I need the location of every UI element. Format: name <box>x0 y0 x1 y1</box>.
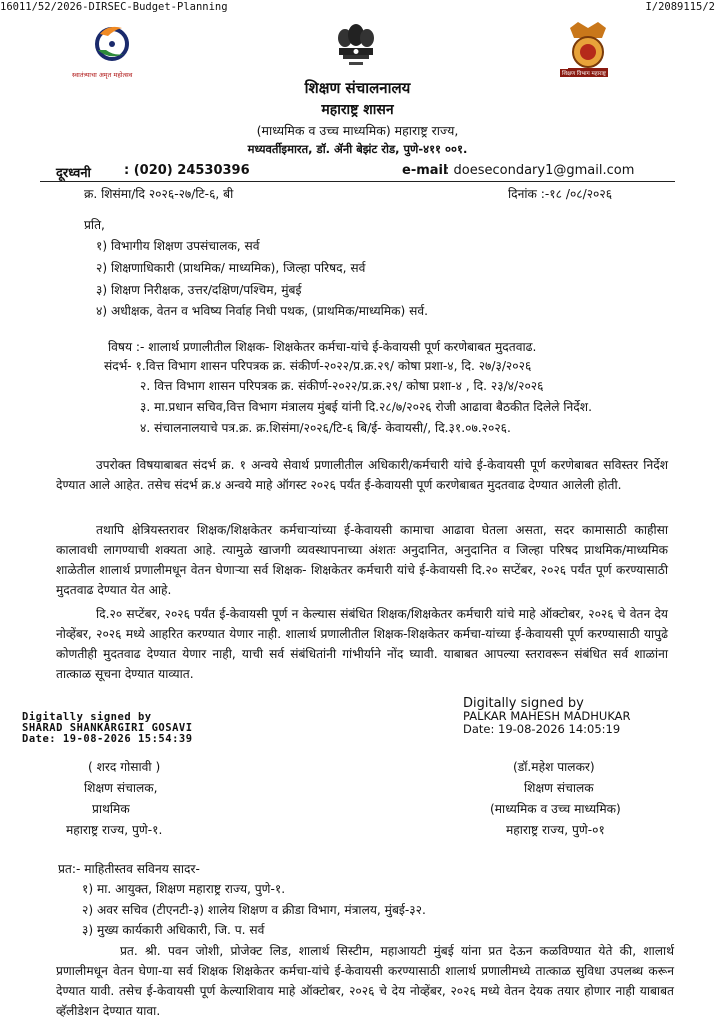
paragraph-text: प्रत. श्री. पवन जोशी, प्रोजेक्ट लिड, शालार्थ सिस्टीम, महाआयटी मुंबई यांना प्रत देऊन कळविण्यात येते की, शालार्थ प्रणालीमधून वेतन घेणा-या सर्व शिक्षक शिक्षकेतर कर्मचा-यांचे ई-केवायसी करण्यासाठी शालार्थ प्रणालीमध्ये तात्काळ सुविधा उपलब्ध करून देण्यात यावी. तसेच ई-केवायसी पूर्ण केल्याशिवाय माहे ऑक्टोबर, २०२६ चे देय नोव्हेंबर, २०२६ मध्ये वेतन देयक तयार होणार नाही याबाबत व्हॅलीडेशन देण्यात यावा. <box>56 944 674 1018</box>
reference-item: २. वित्त विभाग शासन परिपत्रक क्र. संकीर्ण-२०२२/प्र.क्र.२९/ कोषा प्रशा-४ , दि. २३/४/२०२६ <box>140 379 544 393</box>
paragraph-text: तथापि क्षेत्रियस्तरावर शिक्षक/शिक्षकेतर कर्मचाऱ्यांच्या ई-केवायसी कामाचा आढावा घेतला असता, सदर कामासाठी काहीसा कालावधी लागण्याची शक्यता आहे. त्यामुळे खाजगी व्यवस्थापनाच्या अंशतः अनुदानित, अनुदानित व जिल्हा परिषद प्राथमिक/माध्यमिक शाळेतील शालार्थ प्रणालीमधून वेतन घेणाऱ्या सर्व शिक्षक- शिक्षकेतर कर्मचारी यांचे ई-केवायसी दि.२० सप्टेंबर, २०२६ पर्यंत पूर्ण करण्यासाठी मुदतवाढ देण्यात येत आहे. <box>56 523 668 597</box>
signature-line: SHARAD SHANKARGIRI GOSAVI <box>22 722 193 734</box>
reference-number: क्र. शिसंमा/दि २०२६-२७/टि-६, बी <box>84 187 234 201</box>
file-reference: 16011/52/2026-DIRSEC-Budget-Planning <box>0 1 228 13</box>
letter-date: दिनांक :-१८ /०८/२०२६ <box>508 187 613 201</box>
copy-item: ३) मुख्य कार्यकारी अधिकारी, जि. प. सर्व <box>82 923 265 937</box>
subject-line: विषय :- शालार्थ प्रणालीतील शिक्षक- शिक्षकेतर कर्मचा-यांचे ई-केवायसी पूर्ण करणेबाबत मुदतवाढ. <box>108 340 537 354</box>
signatory-right-name: (डॉ.महेश पालकर) <box>513 760 595 774</box>
body-paragraph-1 <box>56 455 668 495</box>
reference-item: ४. संचालनालयाचे पत्र.क्र. क्र.शिसंमा/२०२६/टि-६ बि/ई- केवायसी/, दि.३१.०७.२०२६. <box>140 421 511 435</box>
copy-item: २) अवर सचिव (टीएनटी-३) शालेय शिक्षण व क्रीडा विभाग, मंत्रालय, मुंबई-३२. <box>82 903 426 917</box>
signature-line: PALKAR MAHESH MADHUKAR <box>463 709 631 723</box>
phone-label: दूरध्वनी <box>56 166 91 181</box>
email-label: e-mail <box>402 163 448 178</box>
office-name: शिक्षण संचालनालय <box>304 79 411 97</box>
recipients-heading: प्रति, <box>84 218 105 232</box>
office-address: मध्यवर्तीइमारत, डॉ. ॲनी बेझंट रोड, पुणे-४११ ००१. <box>247 142 468 156</box>
signatory-left-title: शिक्षण संचालक, <box>84 781 158 795</box>
receipt-number: I/2089115/2 <box>645 1 715 13</box>
signatory-right-department: (माध्यमिक व उच्च माध्यमिक) <box>490 802 621 816</box>
copy-final-paragraph <box>56 941 674 1021</box>
recipient-item: १) विभागीय शिक्षण उपसंचालक, सर्व <box>96 239 260 253</box>
reference-item: संदर्भ- १.वित्त विभाग शासन परिपत्रक क्र. संकीर्ण-२०२२/प्र.क्र.२९/ कोषा प्रशा-४, दि. २७/३/२०२६ <box>104 359 532 373</box>
header-divider <box>40 181 675 182</box>
recipient-item: ३) शिक्षण निरीक्षक, उत्तर/दक्षिण/पश्चिम, मुंबई <box>96 283 302 297</box>
reference-item: ३. मा.प्रधान सचिव,वित्त विभाग मंत्रालय मुंबई यांनी दि.२८/७/२०२६ रोजी आढावा बैठकीत दिलेले निर्देश. <box>140 400 592 414</box>
signatory-left-department: प्राथमिक <box>92 802 130 816</box>
division-name: (माध्यमिक व उच्च माध्यमिक) महाराष्ट्र राज्य, <box>256 123 459 138</box>
recipient-item: २) शिक्षणाधिकारी (प्राथमिक/ माध्यमिक), जिल्हा परिषद, सर्व <box>96 261 366 275</box>
signatory-left-name: ( शरद गोसावी ) <box>88 760 161 774</box>
paragraph-text: दि.२० सप्टेंबर, २०२६ पर्यंत ई-केवायसी पूर्ण न केल्यास संबंधित शिक्षक/शिक्षकेतर कर्मचारी यांचे माहे ऑक्टोबर, २०२६ चे वेतन देय नोव्हेंबर, २०२६ मध्ये आहरित करण्यात येणार नाही. शालार्थ प्रणालीतील शिक्षक-शिक्षकेतर कर्मचा-यांच्या ई-केवायसी पूर्ण करण्यासाठी यापुढे कोणतीही मुदतवाढ देण्यात येणार नाही, याची सर्व संबंधितांनी गांभीर्याने नोंद घ्यावी. याबाबत आपल्या स्तरावरून संबंधित सर्व शाळांना तात्काळ सूचना देण्यात याव्यात. <box>56 607 668 681</box>
signatory-right-place: महाराष्ट्र राज्य, पुणे-०१ <box>506 823 605 837</box>
copy-heading: प्रत:- माहितीस्तव सविनय सादर- <box>58 862 200 876</box>
recipient-item: ४) अधीक्षक, वेतन व भविष्य निर्वाह निधी पथक, (प्राथमिक/माध्यमिक) सर्व. <box>96 304 428 318</box>
body-paragraph-3 <box>56 604 668 684</box>
amrit-mahotsav-logo-icon <box>78 20 146 74</box>
signature-line: Date: 19-08-2026 15:54:39 <box>22 733 193 745</box>
body-paragraph-2 <box>56 520 668 600</box>
signature-line: Date: 19-08-2026 14:05:19 <box>463 722 621 736</box>
education-department-caption: शिक्षण विभाग महाराष्ट्र <box>562 71 606 77</box>
digital-signature-left <box>22 712 193 745</box>
amrit-mahotsav-caption: स्वातंत्र्याचा अमृत महोत्सव <box>72 71 133 79</box>
signature-line: Digitally signed by <box>22 711 152 723</box>
signature-line: Digitally signed by <box>463 696 584 711</box>
copy-item: १) मा. आयुक्त, शिक्षण महाराष्ट्र राज्य, पुणे-१. <box>82 882 286 896</box>
signatory-right-title: शिक्षण संचालक <box>524 781 594 795</box>
email-address[interactable]: : doesecondary1@gmail.com <box>445 163 635 178</box>
government-name: महाराष्ट्र शासन <box>321 102 394 118</box>
national-emblem-icon <box>331 22 381 78</box>
digital-signature-right <box>463 697 631 736</box>
phone-number: : (020) 24530396 <box>124 163 250 178</box>
signatory-left-place: महाराष्ट्र राज्य, पुणे-१. <box>66 823 163 837</box>
paragraph-text: उपरोक्त विषयाबाबत संदर्भ क्र. १ अन्वये सेवार्थ प्रणालीतील अधिकारी/कर्मचारी यांचे ई-केवायसी पूर्ण करणेबाबत सविस्तर निर्देश देण्यात आले आहेत. तसेच संदर्भ क्र.४ अन्वये माहे ऑगस्ट २०२६ पर्यंत ई-केवायसी पूर्ण करणेबाबत मुदतवाढ देण्यात आलेली होती. <box>56 458 668 492</box>
